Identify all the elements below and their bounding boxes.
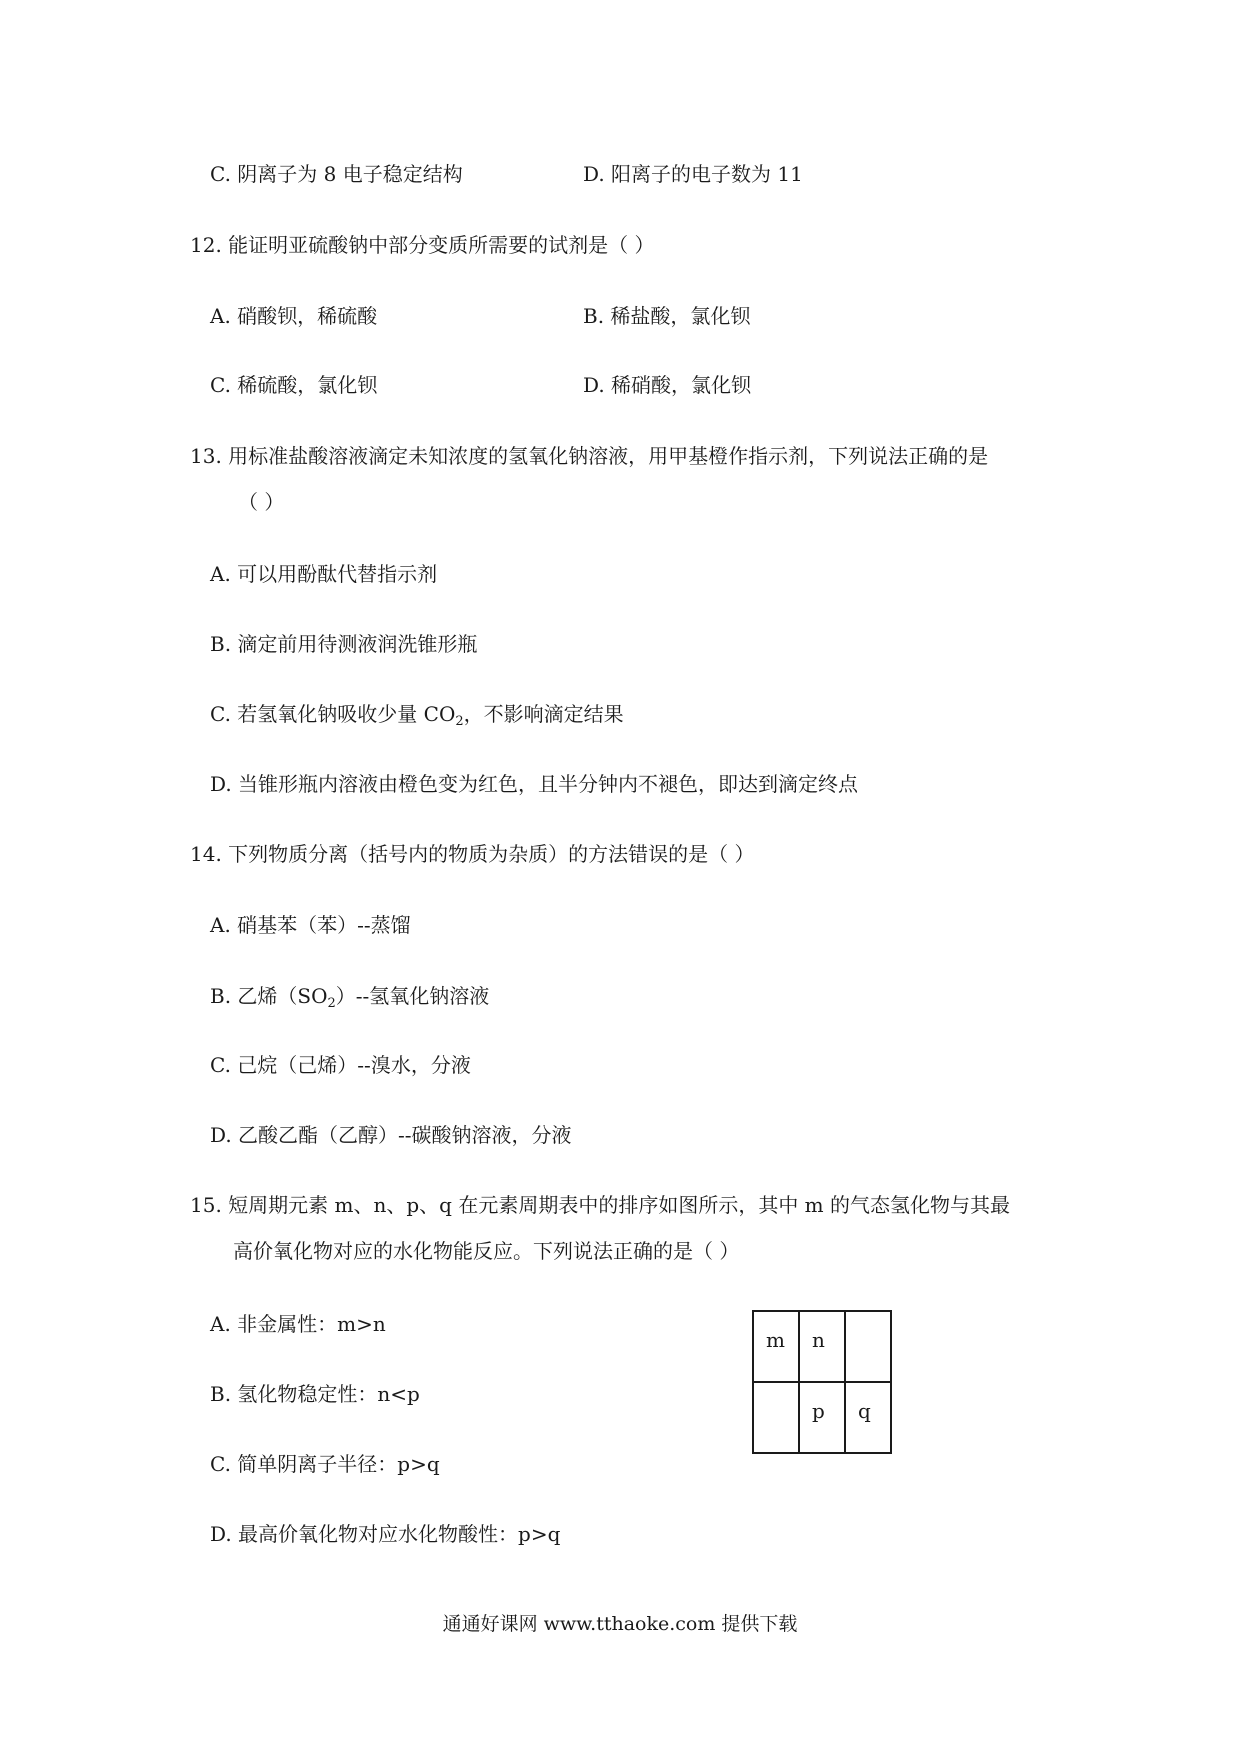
q14-option-a: A. 硝基苯（苯）--蒸馏 [210,913,411,937]
grid-cell-empty [753,1382,799,1453]
q14-option-b [210,982,489,1010]
q15-option-c: C. 简单阴离子半径：p>q [210,1452,440,1476]
page-footer: 通通好课网 www.tthaoke.com 提供下载 [442,1613,798,1635]
q11-option-c: C. 阴离子为 8 电子稳定结构 [210,162,463,186]
periodic-table-grid [752,1310,892,1454]
q13-option-a: A. 可以用酚酞代替指示剂 [210,562,438,586]
q13-stem-line2: （ ） [238,490,285,514]
q15-option-b: B. 氢化物稳定性：n<p [210,1382,420,1406]
grid-cell-label: n [812,1328,825,1352]
q12-option-a: A. 硝酸钡，稀硫酸 [210,304,378,328]
grid-cell-label: m [766,1328,785,1352]
q13-option-c-prefix: C. 若氢氧化钠吸收少量 CO [210,702,456,726]
q14-option-b-prefix: B. 乙烯（SO [210,984,328,1008]
q14-option-c: C. 己烷（己烯）--溴水，分液 [210,1053,471,1077]
grid-cell-empty [845,1311,891,1382]
q15-option-a: A. 非金属性：m>n [210,1312,386,1336]
q13-option-c [210,700,624,728]
grid-cell-q [845,1382,891,1453]
q13-stem-line1: 13. 用标准盐酸溶液滴定未知浓度的氢氧化钠溶液，用甲基橙作指示剂，下列说法正确的是 [190,444,989,468]
q13-option-b: B. 滴定前用待测液润洗锥形瓶 [210,632,478,656]
q15-option-d: D. 最高价氧化物对应水化物酸性：p>q [210,1522,561,1546]
q14-option-d: D. 乙酸乙酯（乙醇）--碳酸钠溶液，分液 [210,1123,572,1147]
q15-stem-line1: 15. 短周期元素 m、n、p、q 在元素周期表中的排序如图所示，其中 m 的气态氢化物与其最 [190,1193,1011,1217]
q14-stem: 14. 下列物质分离（括号内的物质为杂质）的方法错误的是（ ） [190,842,755,866]
q13-option-c-subscript: 2 [455,714,464,729]
q14-option-b-subscript: 2 [327,996,336,1011]
q13-option-d: D. 当锥形瓶内溶液由橙色变为红色，且半分钟内不褪色，即达到滴定终点 [210,772,859,796]
grid-cell-n [799,1311,845,1382]
q12-option-c: C. 稀硫酸，氯化钡 [210,373,378,397]
grid-row [753,1311,891,1382]
q14-option-b-suffix: ）--氢氧化钠溶液 [335,984,490,1008]
q12-option-b: B. 稀盐酸，氯化钡 [583,304,751,328]
grid-cell-m [753,1311,799,1382]
q15-stem-line2: 高价氧化物对应的水化物能反应。下列说法正确的是（ ） [233,1239,740,1263]
q13-option-c-suffix: ，不影响滴定结果 [463,702,624,726]
grid-row [753,1382,891,1453]
grid-cell-label: q [858,1399,871,1423]
grid-cell-p [799,1382,845,1453]
q11-option-d: D. 阳离子的电子数为 11 [583,162,803,186]
q12-option-d: D. 稀硝酸，氯化钡 [583,373,752,397]
grid-cell-label: p [812,1399,825,1423]
q12-stem: 12. 能证明亚硫酸钠中部分变质所需要的试剂是（ ） [190,233,655,257]
